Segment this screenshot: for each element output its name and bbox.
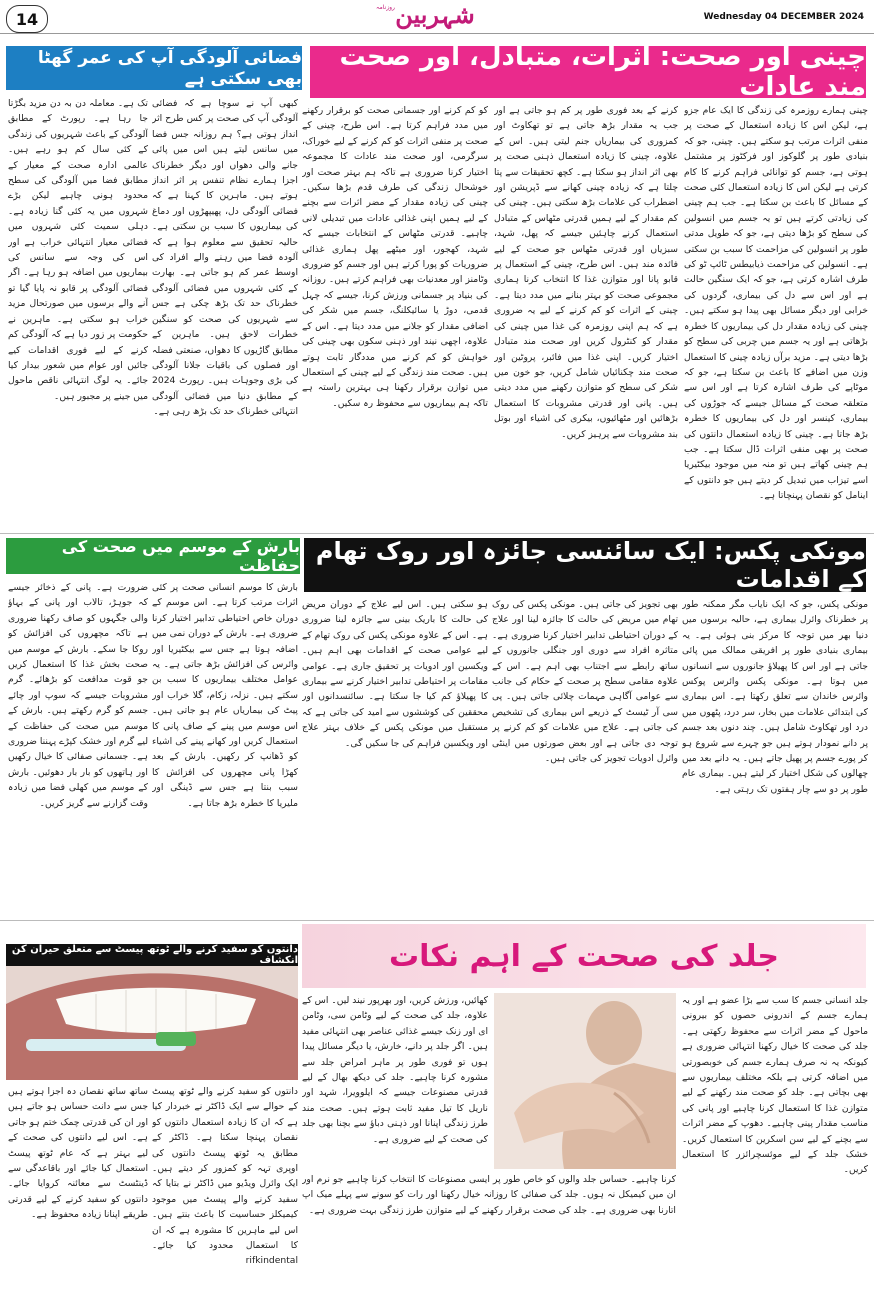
chini-column-3: کو کم کرنے اور جسمانی صحت کو برقرار رکھنے میں مدد فراہم کرتا ہے۔ اس طرح، چینی کے صحت پر منفی اثرات کو کم کرنے کے لیے خوراک، سرگرمی، اور صحت مند عادات کا مجموعہ اختیار کرنا ضروری ہے تاکہ ہم بہتر صحت اور خوشحال زندگی کی طرف قدم بڑھا سکیں۔ چینی کی زیادہ مقدار کے مضر اثرات سے بچنے کے لیے ہمیں اپنی غذائی عادات میں تبدیلی لانی چاہیے۔ قدرتی مٹھاس کے انتخابات جیسے کہ شہد، کھجور، اور میٹھے پھل ہماری غذائی ضروریات کو پورا کرتے ہیں اور جسم کو ضروری وٹامنز اور معدنیات بھی فراہم کرتے ہیں۔ روزانہ کی بنیاد پر جسمانی ورزش کرنا، جیسے کہ چہل قدمی، دوڑ یا سائیکلنگ، جسم میں شکر کی اضافی مقدار کو جلانے میں مدد دیتا ہے۔ اس کے علاوہ، اچھی نیند اور ذہنی سکون بھی چینی کی خواہش کو کم کرنے میں مددگار ثابت ہوتے ہیں۔ صحت مند زندگی کے لیے چینی کے استعمال میں توازن برقرار رکھنا ہی بہترین راستہ ہے تاکہ ہم بیماریوں سے محفوظ رہ سکیں۔ (302, 105, 488, 409)
dant-column-2: ساتھ ساتھ نقصان دہ اجزا ہوتے ہیں جس سے دانت حساس ہو جاتے ہیں اور ان کی قدرتی چمک ختم ہو جاتی ہے۔ اس لیے دانتوں کی صحت کے لیے بہتر ہے کہ عام ٹوتھ پیسٹ استعمال کیا جائے اور باقاعدگی سے ڈینٹسٹ سے معائنہ کروایا جائے۔ دانتوں کو سفید کرنے کے لیے قدرتی طریقے اپنانا زیادہ محفوظ ہے۔ (8, 1086, 148, 1221)
barish-column-2: ضرورت ہے۔ پانی کے ذخائر جیسے کہ جوہڑ، تالاب اور پانی کے بہاؤ والی جگہوں کو صاف رکھنا ضروری ہے تاکہ مچھروں کی افزائش کو روکا جا سکے۔ بارش کے موسم میں صحت بخش غذا کا استعمال کریں جو قوت مدافعت کو بڑھائے۔ گرم مشروبات جیسے کہ سوپ اور چائے جسم کو گرم رکھتے ہیں۔ بارش کے موسم میں صحت کی حفاظت کے لیے گرم اور خشک کپڑے پہننا ضروری ہے۔ جسمانی صفائی کا خیال رکھیں اور ہاتھوں کو بار بار دھوئیں۔ بارش کے موسم میں کھلی فضا میں زیادہ وقت گزارنے سے گریز کریں۔ (8, 582, 148, 809)
page-number: 14 (15, 9, 39, 29)
dant-headline-text: دانتوں کو سفید کرنے والے ٹوتھ پیسٹ سے متعلق حیران کن انکشاف (11, 944, 298, 966)
jild-photo (494, 993, 676, 1169)
chini-headline (310, 42, 866, 102)
chini-column-1: چینی ہمارے روزمرہ کی زندگی کا ایک عام جزو ہے، لیکن اس کا زیادہ استعمال کے صحت پر منفی اثرات مرتب ہو سکتے ہیں۔ چینی، جو کہ بنیادی طور پر گلوکوز اور فرکٹوز پر مشتمل ہوتی ہے، جسم کو توانائی فراہم کرنے کا کام کرتی ہے لیکن اس کا زیادہ استعمال کئی صحت کے مسائل کا باعث بن سکتا ہے۔ جب ہم چینی کی زیادتی کرتے ہیں تو یہ جسم میں انسولین کی سطح کو بڑھا دیتی ہے، جو کہ طویل مدتی طور پر انسولین کی مزاحمت کا سبب بن سکتی ہے۔ انسولین کی مزاحمت ذیابیطس ٹائپ ٹو کی طرف اشارہ کرتی ہے، جو کہ ایک سنگین حالت ہے اور اس سے دل کی بیماری، گردوں کی خرابی اور دیگر مسائل بھی پیدا ہو سکتے ہیں۔ چینی کی زیادہ مقدار دل کی بیماریوں کا خطرہ بڑھاتی ہے اور یہ جسم میں چربی کی سطح کو بڑھا دیتی ہے۔ مزید برآں زیادہ چینی کا استعمال وزن میں اضافے کا باعث بن سکتا ہے، جو کہ موٹاپے کی طرف اشارہ کرتا ہے اور اس سے متعلقہ صحت کے مسائل جیسے کہ جوڑوں کی بیماری، کینسر اور دل کی بیماریوں کا خطرہ بڑھ جاتا ہے۔ چینی کا زیادہ استعمال دانتوں کی صحت پر بھی منفی اثرات ڈال سکتا ہے۔ جب ہم چینی کھاتے ہیں تو منہ میں موجود بیکٹیریا اسے تیزاب میں تبدیل کر دیتے ہیں جو دانتوں کے اینامل کو نقصان پہنچاتا ہے۔ (684, 105, 868, 502)
monkeypox-column-1: مونکی پکس، جو کہ ایک نایاب مگر ممکنہ طور پر خطرناک وائرل بیماری ہے، حالیہ برسوں میں دنیا بھر میں توجہ کا مرکز بنی ہوئی ہے۔ یہ بیماری بنیادی طور پر افریقی ممالک میں پائی جاتی ہے اور اس کا پھیلاؤ جانوروں سے انسانوں میں ہوتا ہے۔ مونکی پکس وائرس پوکس وائرس خاندان سے تعلق رکھتا ہے۔ اس بیماری کی ابتدائی علامات میں بخار، سر درد، پٹھوں میں درد اور تھکاوٹ شامل ہیں۔ چند دنوں بعد جسم پر دانے نمودار ہوتے ہیں جو چہرے سے شروع ہو کر پورے جسم پر پھیل جاتے ہیں۔ یہ دانے بعد میں چھالوں کی شکل اختیار کر لیتے ہیں۔ بیماری عام طور پر دو سے چار ہفتوں تک رہتی ہے۔ (682, 599, 868, 795)
jild-column-1: جلد انسانی جسم کا سب سے بڑا عضو ہے اور یہ ہمارے جسم کے اندرونی حصوں کو بیرونی ماحول کے مضر اثرات سے محفوظ رکھتی ہے۔ جلد کی صحت کا خیال رکھنا انتہائی ضروری ہے کیونکہ یہ نہ صرف ہمارے جسم کی خوبصورتی میں اضافہ کرتی ہے بلکہ مختلف بیماریوں سے بھی بچاتی ہے۔ جلد کو صحت مند رکھنے کے لیے متوازن غذا کا استعمال کرنا چاہیے اور پانی کی مناسب مقدار پینی چاہیے۔ دھوپ کے مضر اثرات سے بچنے کے لیے سن اسکرین کا استعمال کریں۔ خشک جلد کے لیے موئسچرائزر کا استعمال کریں۔ (682, 995, 868, 1176)
jild-headline-text: جلد کی صحت کے اہم نکات (388, 938, 780, 974)
jild-headline (302, 924, 866, 988)
header-rule (0, 33, 874, 34)
dant-column-1: دانتوں کو سفید کرنے والے ٹوتھ پیسٹ کے حوالے سے ایک ڈاکٹر نے خبردار کیا ہے کہ ان کا زیادہ استعمال دانتوں کو نقصان پہنچا سکتا ہے۔ ڈاکٹر کے مطابق یہ ٹوتھ پیسٹ دانتوں کی اوپری تہہ کو کمزور کر دیتے ہیں۔ ایک وائرل ویڈیو میں ڈاکٹر نے بتایا کہ سفید کرنے والے پیسٹ میں موجود کیمیکلز حساسیت کا باعث بنتے ہیں۔ اس لیے ماہرین کا مشورہ ہے کہ ان کا استعمال محدود کیا جائے۔ rifkindental (152, 1086, 298, 1267)
page-number-badge (6, 5, 48, 33)
fazai-headline-text: فضائی آلودگی آپ کی عمر گھٹا بھی سکتی ہے (37, 47, 302, 89)
masthead-title: شہربین (395, 0, 475, 29)
chini-column-2: کرنے کے بعد فوری طور پر کم ہو جاتی ہے اور جب یہ مقدار بڑھ جاتی ہے تو تھکاوٹ اور کمزوری کی بیماریاں جنم لیتی ہیں۔ اس کے علاوہ، چینی کا زیادہ استعمال ذہنی صحت پر بھی اثر انداز ہو سکتا ہے۔ کچھ تحقیقات سے پتا چلتا ہے کہ زیادہ چینی کھانے سے ڈپریشن اور اضطراب کی علامات بڑھ سکتی ہیں۔ چینی کی کم مقدار کے لیے ہمیں قدرتی مٹھاس کے متبادل استعمال کرنے چاہئیں جیسے کہ پھل، شہد، سبزیاں اور قدرتی مٹھاس جو صحت کے لیے فائدہ مند ہیں۔ اس طرح، چینی کے استعمال پر قابو پانا اور متوازن غذا کا انتخاب کرنا ہماری مجموعی صحت کو بہتر بنانے میں مدد دیتا ہے۔ چینی کے اثرات کو کم کرنے کے لیے یہ ضروری ہے کہ ہم اپنی روزمرہ کی غذا میں چینی کی مقدار کو کنٹرول کریں اور صحت مند متبادل اختیار کریں۔ اپنی غذا میں فائبر، پروٹین اور صحت مند چکنائیاں شامل کریں، جو خون میں شکر کی سطح کو متوازن رکھنے میں مدد دیتی ہیں۔ پانی اور قدرتی مشروبات کا استعمال بڑھائیں اور مٹھائیوں، بیکری کی اشیاء اور بوتل بند مشروبات سے پرہیز کریں۔ (494, 105, 678, 440)
barish-headline-text: بارش کے موسم میں صحت کی حفاظت (61, 537, 300, 575)
masthead-small: روزنامہ (376, 4, 395, 11)
jild-column-2: کھائیں، ورزش کریں، اور بھرپور نیند لیں۔ اس کے علاوہ، جلد کی صحت کے لیے وٹامن سی، وٹامن ای اور زنک جیسے غذائی عناصر بھی انتہائی مفید ہیں۔ اگر جلد پر دانے، خارش، یا دیگر مسائل پیدا ہوں تو فوری طور پر ماہر امراض جلد سے مشورہ کرنا چاہیے۔ جلد کی دیکھ بھال کے لیے قدرتی مصنوعات جیسے کہ ایلوویرا، شہد اور ناریل کا تیل مفید ثابت ہوتے ہیں۔ صحت مند طرز زندگی اپنانا اور ذہنی دباؤ سے بچنا بھی جلد کی صحت کے لیے ضروری ہے۔ (302, 995, 488, 1145)
jild-column-3: کرنا چاہیے۔ حساس جلد والوں کو خاص طور پر ایسی مصنوعات کا انتخاب کرنا چاہیے جو نرم اور ان میں کیمیکل نہ ہوں۔ جلد کی صفائی کا روزانہ خیال رکھنا اور رات کو سونے سے پہلے میک اپ اتارنا بھی ضروری ہے۔ جلد کی صحت برقرار رکھنے کے لیے متوازن طرز زندگی بہت ضروری ہے۔ (302, 1174, 676, 1216)
section-divider (0, 533, 874, 534)
fazai-column-1: کبھی آپ نے سوچا ہے کہ فضائی آلودگی آپ کی صحت پر کس طرح اثر انداز ہوتی ہے؟ ہم روزانہ جس فضا میں سانس لیتے ہیں اس میں پائی جانے والی دھواں اور دیگر خطرناک اجزا ہمارے نظام تنفس پر اثر انداز ہوتے ہیں۔ ماہرین کا کہنا ہے کہ فضائی آلودگی دل، پھیپھڑوں اور دماغ کی بیماریوں کا سبب بن سکتی ہے۔ حالیہ تحقیق سے معلوم ہوا ہے کہ آلودہ فضا میں رہنے والے افراد کی اوسط عمر کم ہو جاتی ہے۔ بھارت کے کئی شہروں میں فضائی آلودگی خطرناک حد تک بڑھ چکی ہے جس سے شہریوں کی صحت کو سنگین خطرات لاحق ہیں۔ ماہرین کے مطابق گاڑیوں کا دھواں، صنعتی فضلہ اور فصلوں کی باقیات جلانا آلودگی کی بڑی وجوہات ہیں۔ رپورٹ 2024 کے مطابق دنیا میں فضائی آلودگی انتہائی خطرناک حد تک بڑھ رہی ہے۔ (152, 98, 298, 418)
section-divider-2 (0, 920, 874, 921)
monkeypox-column-3: ہو سکتی ہیں۔ اس لیے علاج کے دوران مریض کی حالت کا باریک بینی سے جائزہ لینا ضروری ہے۔ اس کے علاوہ مونکی پکس کی روک تھام کے لیے عوامی صحت کے اقدامات بھی اہم ہیں۔ ویکسین اور ادویات پر تحقیق جاری ہے۔ عوامی مقامات پر احتیاطی تدابیر اختیار کرنے سے بیماری کا پھیلاؤ کم کیا جا سکتا ہے۔ سائنسدانوں اور محققین کی کوششوں سے امید کی جاتی ہے کہ مستقبل میں مونکی پکس کے خلاف بہتر علاج اور ویکسین فراہم کی جا سکیں گی۔ (302, 599, 488, 749)
monkeypox-headline-text: مونکی پکس: ایک سائنسی جائزہ اور روک تھام کے اقدامات (315, 537, 866, 593)
header-date: Wednesday 04 DECEMBER 2024 (703, 12, 864, 22)
masthead (360, 0, 510, 34)
chini-headline-text: چینی اور صحت: اثرات، متبادل، اور صحت مند عادات (339, 42, 866, 102)
dant-headline (6, 944, 298, 966)
monkeypox-column-2: بھی تجویز کی جاتی ہیں۔ مونکی پکس کی روک تھام میں مریض کی حالت کا جائزہ لینا اور علاج کے دوران احتیاطی تدابیر اختیار کرنا ضروری ہے۔ متاثرہ افراد سے دوری اور جنگلی جانوروں کے ساتھ رابطے سے اجتناب بھی اہم ہے۔ اس کے علاوہ مقامی سطح پر صحت کے حکام کی جانب سے عوامی آگاہی مہمات چلائی جاتی ہیں۔ پی سی آر ٹیسٹ کے ذریعے اس بیماری کی تشخیص کی جاتی ہے۔ علاج میں علامات کو کم کرنے پر توجہ دی جاتی ہے اور بعض صورتوں میں اینٹی وائرل ادویات تجویز کی جاتی ہیں۔ (492, 599, 678, 765)
fazai-column-2: تک ہے۔ معاملہ دن بہ دن مزید بگڑتا جا رہا ہے۔ رپورٹ کے مطابق آلودگی کے باعث شہریوں کی زندگی کے کئی سال کم ہو رہے ہیں۔ عالمی ادارہ صحت کے معیار کے مطابق فضا میں آلودگی کی سطح محدود ہونی چاہیے لیکن بڑے شہروں میں یہ کئی گنا زیادہ ہے۔ دہلی سمیت کئی شہروں میں فضائی معیار انتہائی خراب ہے اور اس کی وجہ سے سانس کی بیماریوں میں اضافہ ہو رہا ہے۔ اگر فضائی آلودگی پر قابو نہ پایا گیا تو آنے والے برسوں میں صورتحال مزید خراب ہو سکتی ہے۔ ماہرین نے حکومت پر زور دیا ہے کہ آلودگی کم کرنے کے لیے فوری اقدامات کیے جائیں اور عوام میں شعور بیدار کیا جائے۔ یہ لوگ انتہائی ناقص ماحول میں جینے پر مجبور ہیں۔ (8, 98, 148, 402)
fazai-headline (6, 46, 302, 90)
monkeypox-headline (304, 538, 866, 592)
barish-headline (6, 538, 300, 574)
barish-column-1: بارش کا موسم انسانی صحت پر کئی اثرات مرتب کرتا ہے۔ اس موسم کے دوران خاص احتیاطی تدابیر اختیار کرنا ضروری ہے۔ بارش کے دوران نمی میں اضافہ ہوتا ہے جس سے بیکٹیریا اور وائرس کی افزائش بڑھ جاتی ہے۔ یہ عوامل مختلف بیماریوں کا سبب بن سکتے ہیں۔ نزلہ، زکام، گلا خراب اور پیٹ کی بیماریاں عام ہو جاتی ہیں۔ اس موسم میں پینے کے صاف پانی کا استعمال کریں اور کھانے پینے کی اشیاء کو ڈھانپ کر رکھیں۔ بارش کے بعد کھڑا پانی مچھروں کی افزائش کا سبب بنتا ہے جس سے ڈینگی اور ملیریا کا خطرہ بڑھ جاتا ہے۔ (152, 582, 298, 809)
